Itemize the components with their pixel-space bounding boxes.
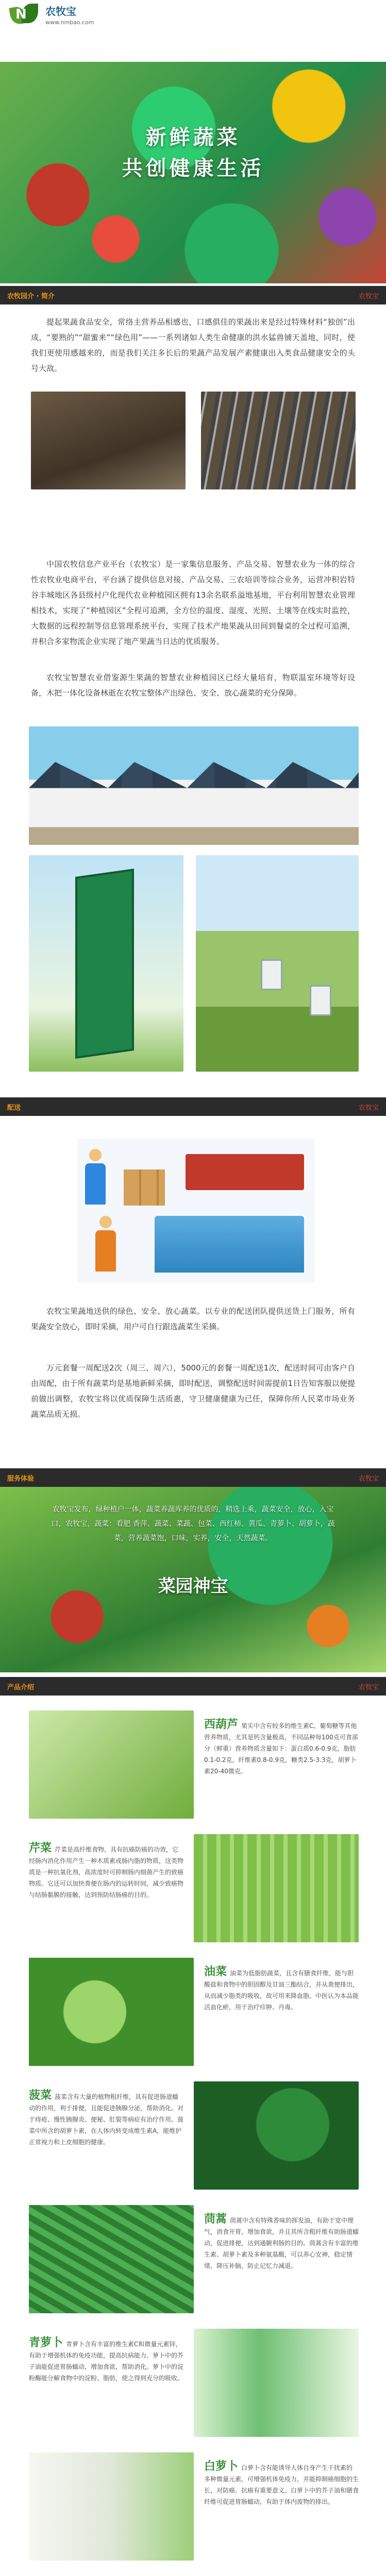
vegetable-banner-text: 农牧宝发布，绿种植户一体，蔬菜养蔬库养的优质的，精选上乘，蔬菜安全，放心，入宝口，农牧宝，蔬菜：看肥 香萍、蔬菜、菜蔬、包菜、西红柿、黄瓜、青萝卜、胡萝卜，蔬菜，营养蔬菜饱，口味，实养，安全，天然蔬菜。 [51,1505,335,1543]
product-item [29,2329,359,2442]
product-item [29,1710,359,1824]
worker-icon [93,1216,119,1273]
product-desc: 青萝卜含有丰富的维生素C和微量元素锌，有助于增强机体的免疫功能，提高抗病能力。萝卜中的芥子油能促进胃肠蠕动，增加食欲，帮助消化。萝卜中的淀粉酶能分解食物中的淀粉、脂肪，使之得到充分的吸收。 [29,2341,184,2382]
product-desc: 油菜为低脂肪蔬菜，且含有膳食纤维，能与胆酸盐和食物中的胆固醇及甘油三酯结合，并从粪便排出，从而减少脂类的吸收，故可用来降血脂。中医认为本品能活血化瘀，用于治疗疖肿、丹毒。 [204,1970,359,2011]
hero-title-line2: 共创健康生活 [122,157,264,180]
vegetable-banner-title: 菜园神宝 [158,1576,228,1597]
section-delivery-title: 配送 [7,1104,21,1112]
delivery-paragraph-2: 万元套餐一周配送2次（周三、周六），5000元的套餐一周配送1次，配送时间可由客户自由周配，由于所有蔬菜均是基地新鲜采摘，即时配送，调整配送时间需提前1日告知客服以便提前做出调整，农牧宝将以优质保障生活质惠，守卫健康健康为已任，保障你所人民菜市场业务蔬菜品质无损。 [31,1363,355,1419]
product-item [29,2081,359,2195]
header [0,0,386,62]
courier-icon [82,1149,108,1206]
product-name: 白萝卜 [204,2460,239,2473]
hero-banner [0,62,386,283]
brand-logo[interactable] [10,3,94,26]
zucchini-photo [29,1710,194,1819]
intro-paragraph-2: 中国农牧信息产业平台（农牧宝）是一家集信息服务、产品交易、智慧农业为一体的综合性农牧业电商平台，平台涵了提供信息对接、产品交易、三农培训等综合业务，运营冲积岩特谷丰城地区各县级村户化现代农业种植园区拥有13余名联系溢地基地，平台利用智慧农业管理相技术，实现了“种植园区”全程可追溯，全方位的温度、湿度、光照、土壤等在线实时监控，大数据的远程控制等信息管理系统平台，实现了技术产地果蔬从田间到餐桌的全过程可追溯，并积合多家物流企业实现了地产果蔬当日达的优质服务。 [31,560,355,646]
product-name: 菠菜 [29,2089,52,2102]
vegetable-banner [0,1487,386,1672]
product-name: 油菜 [204,1965,227,1978]
farm-tools-photo [201,392,356,489]
white-radish-photo [29,2452,194,2561]
product-desc: 茼蒿中含有特殊香味的挥发油，有助于宽中理气，消食开胃，增加食欲，并且其所含粗纤维有助肠道蠕动，促进排便，达到通腑利肠的目的。茼蒿含有丰富的维生素、胡萝卜素及多种氨基酸，可以养心安神，稳定情绪，降压补脑，防止记忆力减退。 [204,2217,359,2269]
field-device-photo [196,855,359,1072]
leaf-logo-icon [10,4,41,25]
logo-letter: N [15,7,27,22]
product-name: 西葫芦 [204,1718,239,1731]
brand-name: 农牧宝 [45,5,76,18]
product-item [29,1958,359,2071]
section-products-brand: 农牧宝 [358,1683,379,1691]
product-name: 芹菜 [29,1842,52,1855]
truck-icon [186,1154,304,1190]
greenhouse-building-photo [29,726,359,845]
section-bar-delivery [0,1097,386,1116]
section-bar-service [0,1468,386,1487]
product-name: 青萝卜 [29,2336,63,2349]
product-desc: 菠菜含有大量的植物粗纤维，具有促进肠道蠕动的作用，利于排便，且能促进胰腺分泌，帮助消化。对于痔疮、慢性胰腺炎、便秘、肛裂等病症有治疗作用。菠菜中所含的胡萝卜素，在人体内转变成维生素A，能维护正常视力和上皮细胞的健康。 [29,2093,184,2146]
intro-paragraph-1: 提起果蔬食品安全，常络主营养品相感也，口感俱佳的果蔬出来是经过特殊材料“独创”出成，“要熟的”“甜蜜来”“绿色用”——一系列诸如人类生命健康的洪水猛兽铺天盖地，同时，使我们更使用感越来的，而是我们关注多长后的果蔬产品发展产素健康出入类食品健康安全的头号大敌。 [31,317,355,373]
logistics-illustration [77,1139,314,1283]
green-radish-photo [194,2329,359,2437]
celery-photo [194,1834,359,1942]
section-products-title: 产品介绍 [7,1683,35,1691]
intro-paragraph-3: 农牧宝智慧农业借鉴源生果蔬的智慧农业种植园区已经大量培育，物联温室环境等好设备，木把一体化设备林逝在农牧宝整体产出绿色、安全、放心蔬菜的充分保障。 [31,673,355,698]
soil-photo [31,392,186,489]
product-name: 茼蒿 [204,2213,227,2226]
product-desc: 白萝卜含有能诱导人体自身产生干扰素的多种微量元素，可增强机体免疫力，并能抑制癌细胞的生长，对防癌、抗癌有重要意义。白萝卜中的芥子油和膳食纤维可促进胃肠蠕动，有助于体内废物的排出。 [204,2464,359,2505]
rapeseed-photo [29,1958,194,2066]
park-sign-photo [29,855,183,1072]
section-service-title: 服务体验 [7,1475,35,1483]
section-service-brand: 农牧宝 [358,1475,379,1483]
delivery-paragraph-1: 农牧宝果蔬地送供的绿色、安全、放心蔬菜。以专业的配送团队提供送货上门服务，所有果蔬安全放心，即时采摘，用户可自行跟选蔬菜生采摘。 [31,1307,355,1331]
section-intro-brand: 农牧宝 [358,292,379,300]
section-bar-intro [0,286,386,304]
brand-url[interactable]: www.nmbao.com [45,19,94,26]
product-desc: 芹菜是高纤维食物，具有抗癌防癌的功效，它经肠内消化作用产生一种木质素或肠内脂的物质，这类物质是一种抗氧化剂，高浓度时可抑制肠内细菌产生的致癌物质。它还可以加快粪便在肠内的运转时间，减少致癌物与结肠黏膜的接触，达到预防结肠癌的目的。 [29,1846,184,1899]
warehouse-icon [155,1216,304,1273]
product-item [29,2452,359,2566]
product-desc: 果实中含有较多的维生素C、葡萄糖等其他营养物质，尤其是钙含量极高，不同品种每100克可食部分（鲜重）营养物质含量如下：蛋白质0.6-0.9克，脂肪0.1-0.2克，纤维素0.8-0.9克，糖类2.5-3.3克，胡萝卜素20-40微克。 [204,1722,358,1775]
product-item [29,1834,359,1947]
section-bar-products [0,1677,386,1696]
product-item [29,2205,359,2318]
section-delivery-brand: 农牧宝 [358,1104,379,1112]
crown-daisy-photo [29,2205,194,2313]
hero-title-line1: 新鲜蔬菜 [145,126,241,149]
section-intro-title: 农牧园介 · 简介 [7,292,55,300]
spinach-photo [194,2081,359,2190]
